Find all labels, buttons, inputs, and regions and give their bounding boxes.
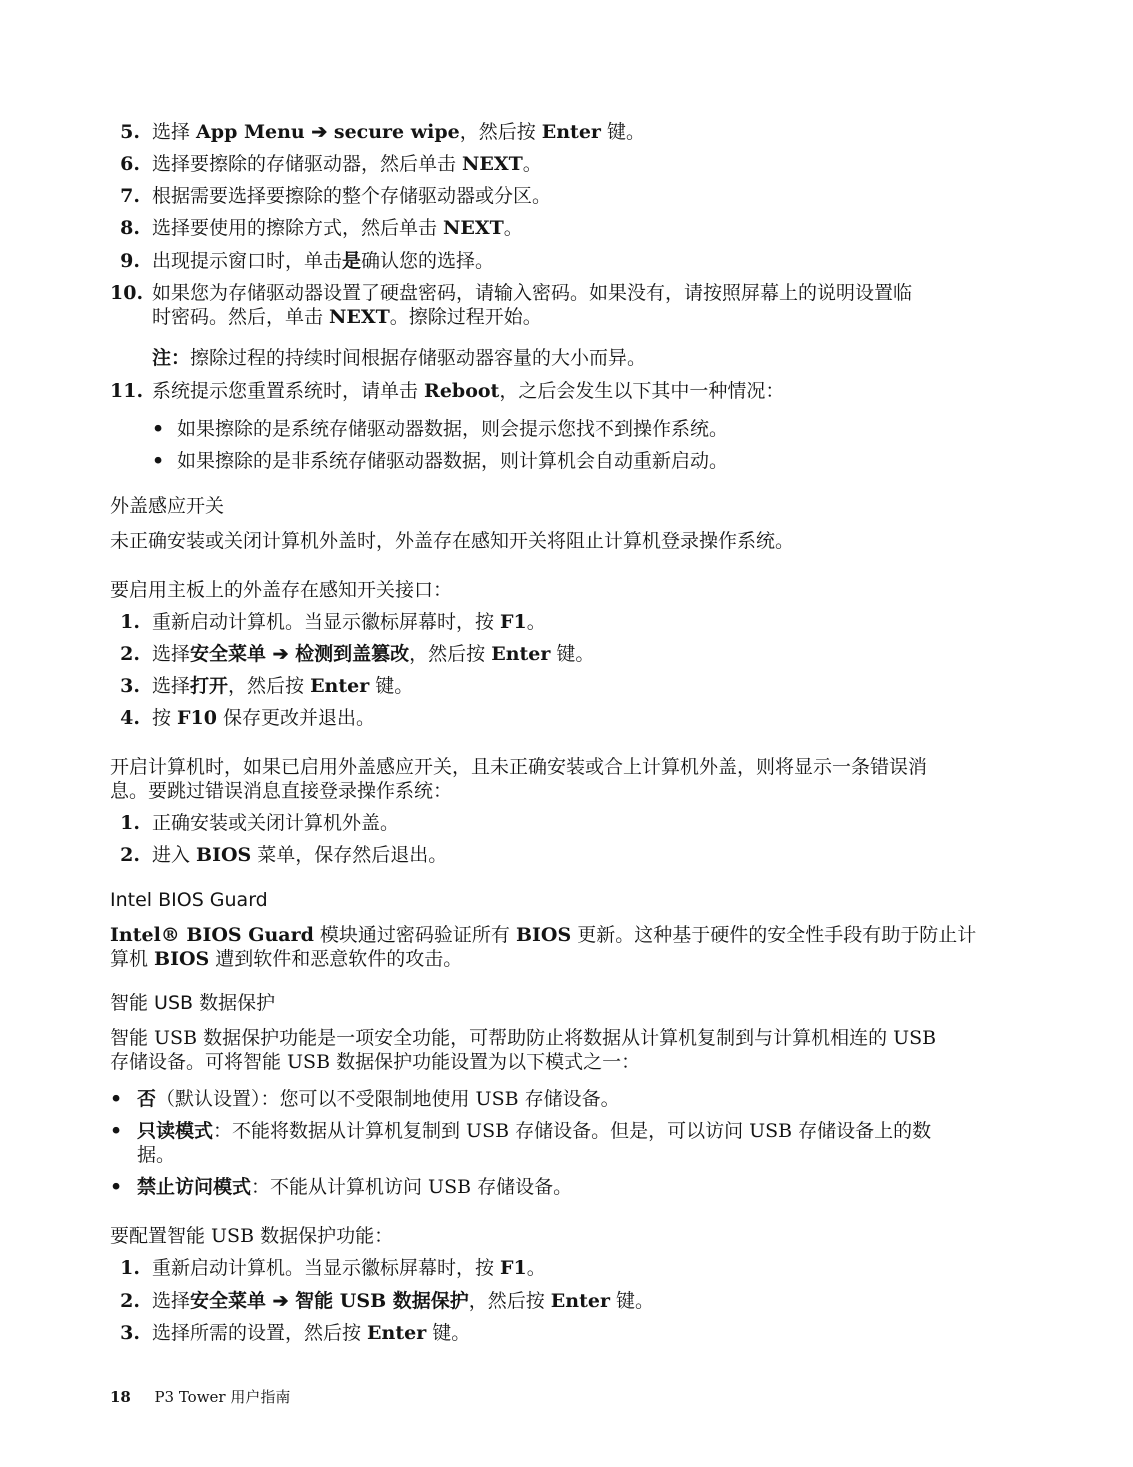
bold-text: Enter	[491, 643, 551, 665]
text: 选择要使用的擦除方式，然后单击	[152, 217, 444, 239]
paragraph: 要启用主板上的外盖存在感知开关接口：	[110, 579, 453, 601]
paragraph: 开启计算机时，如果已启用外盖感应开关，且未正确安装或合上计算机外盖，则将显示一条错误消	[110, 756, 928, 778]
text: 选择	[152, 121, 197, 143]
step-text: 正确安装或关闭计算机外盖。	[152, 812, 400, 834]
step-text-continued	[152, 305, 542, 329]
bold-text: BIOS	[154, 948, 210, 970]
step-text	[152, 610, 546, 634]
step-number: 6.	[120, 153, 140, 175]
bullet-icon: •	[152, 418, 165, 440]
paragraph: 息。要跳过错误消息直接登录操作系统：	[110, 780, 453, 802]
text: ，之后会发生以下其中一种情况：	[499, 380, 785, 402]
step-text	[152, 216, 523, 240]
bold-text: Reboot	[424, 380, 500, 402]
step-text	[152, 674, 413, 698]
bold-text: App Menu ➔ secure wipe	[196, 121, 460, 143]
step-text	[152, 706, 375, 730]
bold-text: 打开	[190, 675, 229, 697]
step-text	[152, 120, 645, 144]
bold-text: NEXT	[329, 306, 390, 328]
step-number: 1.	[120, 611, 140, 633]
text: 系统提示您重置系统时，请单击	[152, 380, 425, 402]
bold-text: NEXT	[462, 153, 523, 175]
step-number: 8.	[120, 217, 140, 239]
step-text	[152, 1321, 470, 1345]
text: 选择所需的设置，然后按	[152, 1322, 368, 1344]
text: 。	[503, 217, 523, 239]
bold-text: NEXT	[443, 217, 504, 239]
text: ，然后按	[409, 643, 492, 665]
bold-text: F1	[500, 611, 527, 633]
text: 键。	[369, 675, 414, 697]
bold-text: 是	[342, 250, 362, 272]
text: 键。	[609, 1290, 655, 1312]
step-number: 4.	[120, 707, 140, 729]
paragraph: 未正确安装或关闭计算机外盖时，外盖存在感知开关将阻止计算机登录操作系统。	[110, 530, 795, 552]
paragraph-continued	[110, 947, 462, 971]
paragraph: 智能 USB 数据保护功能是一项安全功能，可帮助防止将数据从计算机复制到与计算机相连的 USB	[110, 1027, 937, 1049]
step-number: 2.	[120, 643, 140, 665]
step-number: 1.	[120, 1257, 140, 1279]
step-number: 1.	[120, 812, 140, 834]
text: 保存更改并退出。	[216, 707, 376, 729]
step-text: 根据需要选择要擦除的整个存储驱动器或分区。	[152, 185, 552, 207]
text: 时密码。然后，单击	[152, 306, 330, 328]
text: 确认您的选择。	[361, 250, 495, 272]
text: 模块通过密码验证所有	[313, 924, 516, 946]
text: 选择要擦除的存储驱动器，然后单击	[152, 153, 463, 175]
step-number: 2.	[120, 844, 140, 866]
text: ，然后按	[228, 675, 311, 697]
note-label: 注：	[152, 347, 191, 369]
bullet-icon: •	[110, 1176, 123, 1198]
bold-text: Enter	[310, 675, 370, 697]
bold-text: Enter	[541, 121, 601, 143]
bold-text: 禁止访问模式	[137, 1176, 252, 1198]
bullet-icon: •	[152, 450, 165, 472]
bold-text: BIOS	[515, 924, 572, 946]
text: ：不能从计算机访问 USB 存储设备。	[251, 1176, 573, 1198]
text: ，然后按	[468, 1290, 551, 1312]
text: 。	[526, 1257, 546, 1279]
bold-text: Enter	[367, 1322, 427, 1344]
bullet-icon: •	[110, 1120, 123, 1142]
step-number: 3.	[120, 1322, 140, 1344]
text: 。擦除过程开始。	[389, 306, 542, 328]
text: （默认设置）：您可以不受限制地使用 USB 存储设备。	[156, 1088, 620, 1110]
bold-text: 否	[137, 1088, 157, 1110]
text: 选择	[152, 675, 191, 697]
text: 。	[522, 153, 542, 175]
step-text	[152, 843, 447, 867]
step-text: 如果您为存储驱动器设置了硬盘密码，请输入密码。如果没有，请按照屏幕上的说明设置临	[152, 282, 913, 304]
section-heading: Intel BIOS Guard	[110, 889, 268, 911]
bold-text: 只读模式	[137, 1120, 214, 1142]
text: 选择	[152, 1290, 191, 1312]
bullet-text	[137, 1119, 931, 1143]
text: 键。	[600, 121, 645, 143]
text: 按	[152, 707, 178, 729]
step-text	[152, 642, 594, 666]
bold-text: BIOS	[196, 844, 252, 866]
step-text	[152, 249, 494, 273]
footer-title: P3 Tower 用户指南	[154, 1388, 291, 1406]
text: 算机	[110, 948, 155, 970]
bold-text: F1	[500, 1257, 527, 1279]
text: 出现提示窗口时，单击	[152, 250, 343, 272]
bold-text: 安全菜单 ➔ 检测到盖篡改	[190, 643, 410, 665]
step-number: 9.	[120, 250, 140, 272]
bullet-text: 如果擦除的是系统存储驱动器数据，则会提示您找不到操作系统。	[177, 418, 729, 440]
step-number: 10.	[110, 282, 144, 304]
text: ：不能将数据从计算机复制到 USB 存储设备。但是，可以访问 USB 存储设备上的数	[213, 1120, 932, 1142]
section-heading: 外盖感应开关	[110, 495, 225, 517]
paragraph	[110, 923, 976, 947]
step-text	[152, 1289, 654, 1313]
step-number: 7.	[120, 185, 140, 207]
section-heading: 智能 USB 数据保护	[110, 992, 276, 1014]
bold-text: Enter	[550, 1290, 610, 1312]
text: ，然后按	[459, 121, 542, 143]
text: 。	[526, 611, 546, 633]
text: 选择	[152, 643, 191, 665]
text: 进入	[152, 844, 197, 866]
bullet-text: 如果擦除的是非系统存储驱动器数据，则计算机会自动重新启动。	[177, 450, 729, 472]
text: 更新。这种基于硬件的安全性手段有助于防止计	[571, 924, 977, 946]
text: 键。	[550, 643, 595, 665]
page-number: 18	[110, 1388, 131, 1406]
step-number: 11.	[110, 380, 144, 402]
bullet-text	[137, 1175, 572, 1199]
bold-text: F10	[177, 707, 217, 729]
text: 重新启动计算机。当显示徽标屏幕时，按	[152, 1257, 501, 1279]
step-text	[152, 152, 542, 176]
note	[152, 346, 646, 370]
text: 键。	[426, 1322, 471, 1344]
text: 重新启动计算机。当显示徽标屏幕时，按	[152, 611, 501, 633]
bold-text: Intel® BIOS Guard	[110, 924, 314, 946]
bullet-text-continued: 据。	[137, 1144, 176, 1166]
step-text	[152, 379, 784, 403]
text: 遭到软件和恶意软件的攻击。	[209, 948, 463, 970]
bullet-icon: •	[110, 1088, 123, 1110]
bold-text: 安全菜单 ➔ 智能 USB 数据保护	[190, 1290, 469, 1312]
page-footer	[110, 1386, 290, 1407]
text: 菜单，保存然后退出。	[251, 844, 448, 866]
paragraph: 存储设备。可将智能 USB 数据保护功能设置为以下模式之一：	[110, 1051, 641, 1073]
paragraph: 要配置智能 USB 数据保护功能：	[110, 1225, 394, 1247]
bullet-text	[137, 1087, 620, 1111]
note-text: 擦除过程的持续时间根据存储驱动器容量的大小而异。	[190, 347, 647, 369]
step-number: 5.	[120, 121, 140, 143]
step-text	[152, 1256, 546, 1280]
step-number: 3.	[120, 675, 140, 697]
step-number: 2.	[120, 1290, 140, 1312]
